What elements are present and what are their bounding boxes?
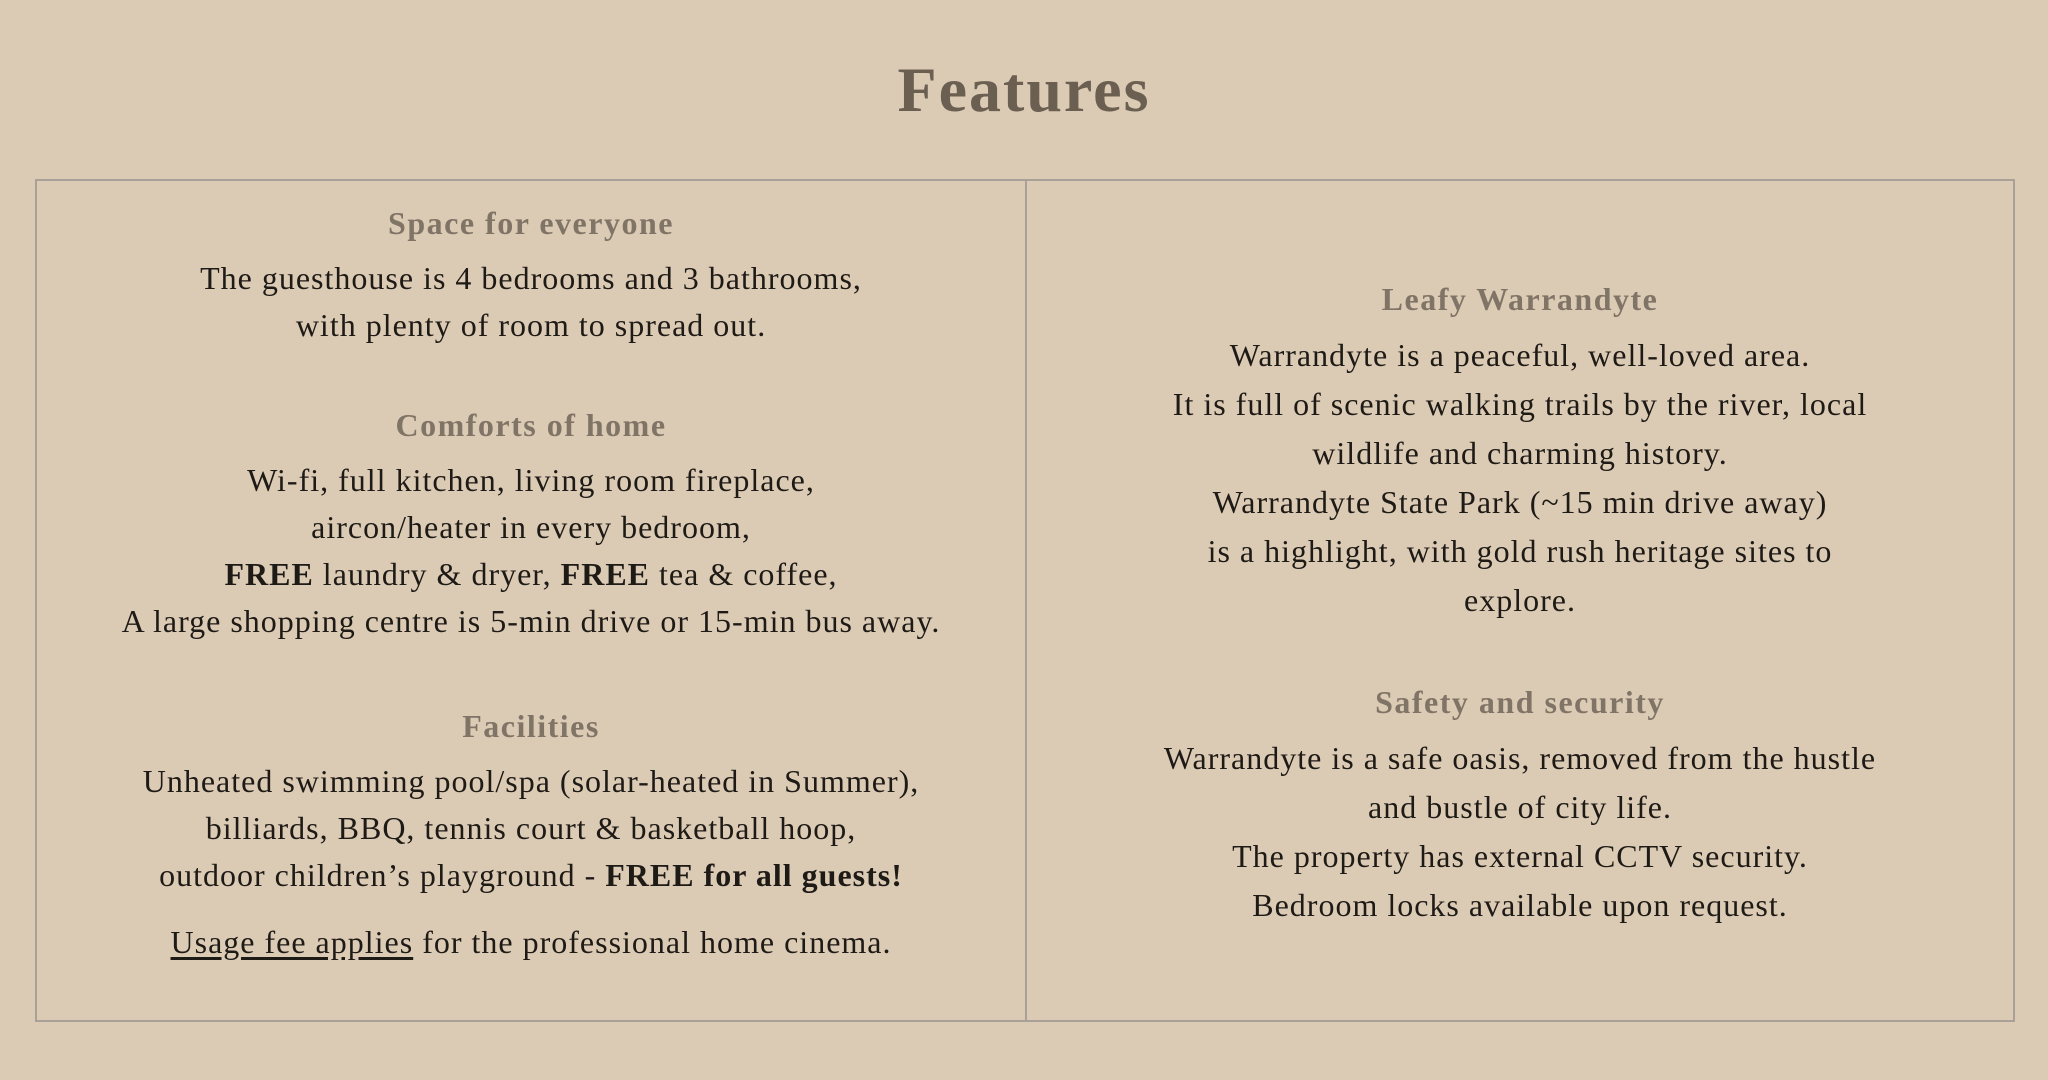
comforts-line-1: Wi-fi, full kitchen, living room fireplace, <box>247 462 815 498</box>
features-box <box>35 179 2015 1022</box>
section-facilities <box>37 706 1025 966</box>
comforts-line-3 <box>37 551 1025 598</box>
section-heading-facilities: Facilities <box>462 708 600 744</box>
leafy-line-6: explore. <box>1464 582 1576 618</box>
leafy-line-5: is a highlight, with gold rush heritage sites to <box>1207 533 1833 569</box>
free-badge-tea: FREE <box>560 556 651 592</box>
safety-line-4: Bedroom locks available upon request. <box>1252 887 1788 923</box>
comforts-line-3-text-a: laundry & dryer, <box>313 556 561 592</box>
cinema-fee-text: for the professional home cinema. <box>413 924 892 960</box>
facilities-line-3 <box>37 852 1025 899</box>
free-badge-laundry: FREE <box>224 556 314 592</box>
leafy-line-2: It is full of scenic walking trails by the river, local <box>1172 386 1868 422</box>
facilities-line-2: billiards, BBQ, tennis court & basketball hoop, <box>205 810 857 846</box>
usage-fee-link[interactable]: Usage fee applies <box>170 924 414 960</box>
free-for-all-guests: FREE for all guests! <box>605 857 903 893</box>
comforts-line-4: A large shopping centre is 5-min drive or 15-min bus away. <box>121 603 941 639</box>
right-column <box>1027 181 2013 1020</box>
space-line-1: The guesthouse is 4 bedrooms and 3 bathrooms, <box>200 260 862 296</box>
leafy-line-4: Warrandyte State Park (~15 min drive away) <box>1212 484 1828 520</box>
leafy-line-1: Warrandyte is a peaceful, well-loved area. <box>1229 337 1811 373</box>
cinema-fee-note <box>37 919 1025 966</box>
left-column <box>37 181 1027 1020</box>
page-title: Features <box>897 54 1151 125</box>
section-heading-leafy: Leafy Warrandyte <box>1381 281 1659 317</box>
section-heading-space: Space for everyone <box>388 205 674 241</box>
comforts-line-3-text-b: tea & coffee, <box>650 556 838 592</box>
space-line-2: with plenty of room to spread out. <box>295 307 767 343</box>
safety-line-2: and bustle of city life. <box>1368 789 1672 825</box>
section-comforts-of-home <box>37 405 1025 645</box>
facilities-line-3-text: outdoor children’s playground - <box>159 857 606 893</box>
comforts-line-2: aircon/heater in every bedroom, <box>311 509 751 545</box>
safety-line-3: The property has external CCTV security. <box>1232 838 1808 874</box>
section-heading-safety: Safety and security <box>1375 684 1665 720</box>
section-space-for-everyone <box>37 203 1025 349</box>
safety-line-1: Warrandyte is a safe oasis, removed from the hustle <box>1163 740 1877 776</box>
leafy-line-3: wildlife and charming history. <box>1312 435 1728 471</box>
section-safety-and-security <box>1027 682 2013 930</box>
facilities-line-1: Unheated swimming pool/spa (solar-heated in Summer), <box>142 763 920 799</box>
section-leafy-warrandyte <box>1027 279 2013 625</box>
section-heading-comforts: Comforts of home <box>395 407 667 443</box>
